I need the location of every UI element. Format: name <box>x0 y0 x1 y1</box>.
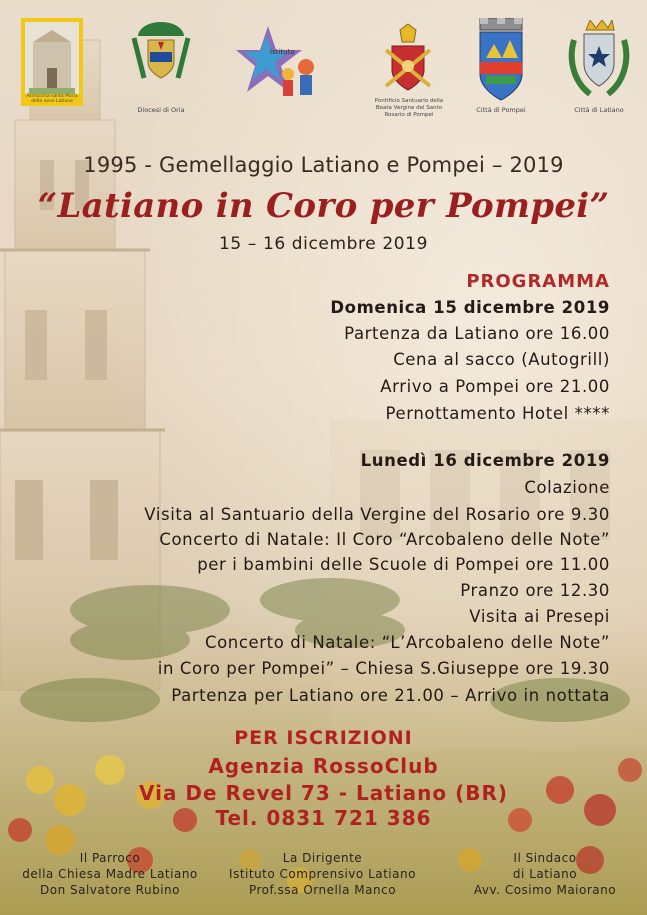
event-title: “Latiano in Coro per Pompei” <box>37 186 610 226</box>
diocese-caption: Diocesi di Oria <box>137 106 185 114</box>
diocese-logo <box>128 18 194 90</box>
signature-parish-priest <box>10 850 210 898</box>
day1-item: Partenza da Latiano ore 16.00 <box>344 324 610 343</box>
pompei-caption: Città di Pompei <box>476 106 526 114</box>
signature-org: Istituto Comprensivo Latiano <box>229 867 416 881</box>
signature-role: Il Sindaco <box>513 851 577 865</box>
day2-item: Pranzo ore 12.30 <box>460 581 610 600</box>
sanctuary-logo <box>378 20 438 96</box>
latiano-caption: Città di Latiano <box>574 106 624 114</box>
day2-item: Concerto di Natale: Il Coro “Arcobaleno delle Note” <box>159 530 610 549</box>
day2-item: Visita al Santuario della Vergine del Rosario ore 9.30 <box>144 505 610 524</box>
day1-title: Domenica 15 dicembre 2019 <box>330 298 610 317</box>
sanctuary-caption: Pontificio Santuario della Beata Vergine del Santo Rosario di Pompei <box>374 98 444 118</box>
diocese-coat-of-arms-icon <box>128 18 194 90</box>
pompei-coat-of-arms-icon <box>476 18 526 104</box>
agency-address: Via De Revel 73 - Latiano (BR) <box>138 781 509 805</box>
school-star-icon <box>236 22 326 104</box>
day2-item: in Coro per Pompei” – Chiesa S.Giuseppe ore 19.30 <box>157 659 610 678</box>
latiano-logo <box>566 20 632 104</box>
day1-item: Pernottamento Hotel **** <box>385 404 610 423</box>
program-heading: PROGRAMMA <box>466 271 610 292</box>
day2-item: Concerto di Natale: “L’Arcobaleno delle Note” <box>204 633 610 652</box>
signature-role: Il Parroco <box>79 851 141 865</box>
day2-item: Partenza per Latiano ore 21.00 – Arrivo in nottata <box>171 686 610 705</box>
agency-phone[interactable]: Tel. 0831 721 386 <box>215 806 432 830</box>
signature-name: Avv. Cosimo Maiorano <box>473 883 617 897</box>
registration-heading: PER ISCRIZIONI <box>234 727 413 749</box>
agency-name: Agenzia RossoClub <box>208 754 439 778</box>
day1-item: Arrivo a Pompei ore 21.00 <box>380 377 610 396</box>
pompei-logo <box>476 18 526 104</box>
church-icon <box>21 18 83 106</box>
parish-church-caption: Parrocchia santa Maria della neve Latiano <box>26 94 78 104</box>
twinning-title: 1995 - Gemellaggio Latiano e Pompei – 2019 <box>83 153 564 177</box>
day2-item: Visita ai Presepi <box>469 607 610 626</box>
signature-role: La Dirigente <box>282 851 363 865</box>
signature-org: di Latiano <box>512 867 578 881</box>
latiano-coat-of-arms-icon <box>566 20 632 104</box>
school-logo <box>236 22 326 104</box>
signature-org: della Chiesa Madre Latiano <box>22 867 198 881</box>
signature-mayor <box>450 850 640 898</box>
signature-name: Prof.ssa Ornella Manco <box>248 883 397 897</box>
parish-church-logo <box>21 18 83 106</box>
day2-item: Colazione <box>524 478 610 497</box>
signature-name: Don Salvatore Rubino <box>40 883 180 897</box>
day2-item: per i bambini delle Scuole di Pompei ore 11.00 <box>197 555 610 574</box>
day2-title: Lunedì 16 dicembre 2019 <box>360 451 610 470</box>
svg-text:Istituto: Istituto <box>270 48 295 56</box>
event-dates: 15 – 16 dicembre 2019 <box>219 234 428 254</box>
day1-item: Cena al sacco (Autogrill) <box>393 350 610 369</box>
papal-arms-icon <box>378 20 438 96</box>
signature-school-director <box>220 850 425 898</box>
